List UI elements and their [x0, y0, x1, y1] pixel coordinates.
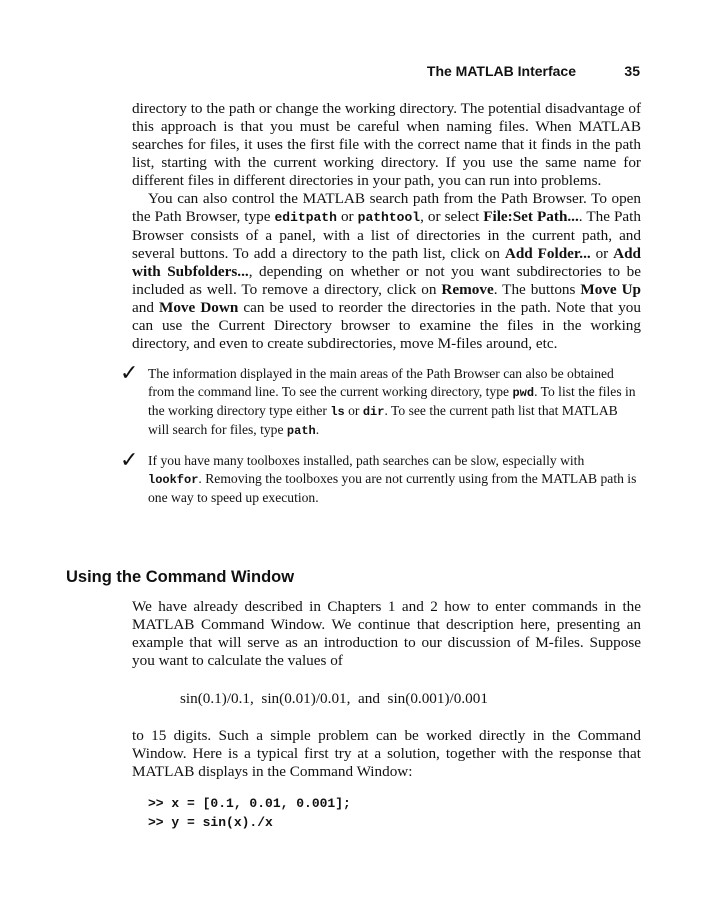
paragraph-path-intro: directory to the path or change the working directory. The potential disadvantage of this approach is that you must be careful when naming files. When MATLAB searches for files, it uses the first file with the correct name that it finds in the path list, starting with the current working directory. If you use the same name for different files in different directories in your path, you can run into problems.	[132, 100, 641, 189]
page-body	[120, 100, 641, 507]
text-span: . Removing the toolboxes you are not currently using from the MATLAB path is one way to speed up execution.	[148, 471, 637, 505]
text-span: or	[590, 245, 614, 262]
text-span: , depending on whether or not you want subdirectories to be included as well. To remove a directory, click on	[132, 263, 641, 298]
text-span: and	[132, 299, 159, 316]
button-move-up: Move Up	[580, 281, 641, 298]
equation: sin(0.1)/0.1, sin(0.01)/0.01, and sin(0.001)/0.001	[180, 690, 488, 707]
text-span: The information displayed in the main areas of the Path Browser can also be obtained from the command line. To see the current working directory, type	[148, 366, 614, 399]
code-path: path	[286, 424, 316, 438]
running-header-title: The MATLAB Interface	[426, 63, 576, 79]
code-editpath: editpath	[274, 210, 337, 225]
running-header	[0, 63, 702, 83]
section-heading: Using the Command Window	[66, 568, 295, 586]
checkmark-icon: ✓	[120, 361, 139, 386]
text-span: . To see the current path list that MATLAB will search for files, type	[148, 403, 618, 437]
paragraph-first-try: to 15 digits. Such a simple problem can be worked directly in the Command Window. Here is a typical first try at a solution, together with the response that MATLAB displays in the Command Window:	[132, 727, 641, 780]
tip-text	[148, 452, 641, 507]
code-lookfor: lookfor	[148, 473, 199, 487]
code-line: >> y = sin(x)./x	[148, 815, 273, 830]
page-number: 35	[624, 63, 640, 79]
code-ls: ls	[330, 405, 345, 419]
text-span: You can also control the MATLAB search path from the Path Browser. To open the Path Browser, type	[132, 190, 641, 225]
text-span: or	[344, 403, 363, 418]
code-dir: dir	[362, 405, 385, 419]
code-line: >> x = [0.1, 0.01, 0.001];	[148, 796, 351, 811]
text-span: . The buttons	[493, 281, 581, 298]
checkmark-icon: ✓	[120, 448, 139, 473]
section-body	[132, 598, 641, 832]
text-span: , or select	[420, 208, 484, 225]
tip-note	[120, 448, 641, 507]
button-remove: Remove	[441, 281, 494, 298]
paragraph-path-browser	[132, 190, 641, 353]
tip-note	[120, 361, 641, 440]
menu-file-set-path: File:Set Path...	[483, 208, 579, 225]
text-span: or	[336, 208, 358, 225]
text-span: .	[315, 422, 320, 437]
button-move-down: Move Down	[159, 299, 239, 316]
code-block	[148, 794, 641, 832]
tip-text	[148, 365, 641, 440]
paragraph-command-window: We have already described in Chapters 1 and 2 how to enter commands in the MATLAB Command Window. We continue that description here, presenting an example that will serve as an introduction to our discussion of M-files. Suppose you want to calculate the values of	[132, 598, 641, 669]
text-span: If you have many toolboxes installed, path searches can be slow, especially with	[148, 453, 585, 468]
text-span: can be used to reorder the directories in the path. Note that you can use the Current Directory browser to examine the files in the working directory, and even to create subdirectories, move M-files around, etc.	[132, 299, 641, 352]
text-span: . The Path Browser consists of a panel, with a list of directories in the current path, and several buttons. To add a directory to the path list, click on	[132, 208, 641, 262]
button-add-folder: Add Folder...	[504, 245, 591, 262]
text-span: . To list the files in the working directory type either	[148, 384, 636, 418]
code-pwd: pwd	[512, 386, 535, 400]
code-pathtool: pathtool	[357, 210, 421, 225]
button-add-with-subfolders: Add with Subfolders...	[132, 245, 641, 280]
